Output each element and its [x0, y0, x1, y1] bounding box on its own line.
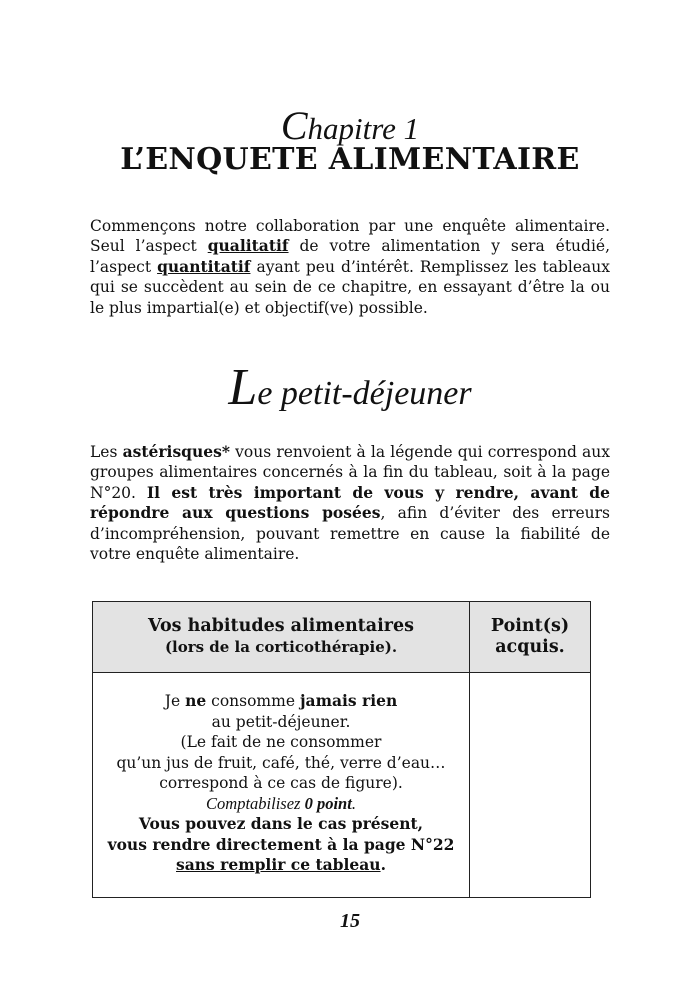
header-habits [93, 602, 470, 673]
section-title-rest: e petit-déjeuner [257, 375, 472, 412]
habit-line-6 [93, 794, 469, 815]
section-title-initial: L [228, 359, 258, 416]
habit-line-1d: jamais rien [299, 691, 398, 710]
habit-line-8: vous rendre directement à la page N°22 [107, 834, 455, 854]
habit-line-1a: Je [164, 692, 186, 710]
page-number: 15 [340, 910, 360, 932]
habit-line-1b: ne [185, 691, 207, 710]
header-points [470, 602, 591, 673]
habit-line-2: au petit-déjeuner. [211, 712, 351, 731]
habit-line-6b: 0 point [304, 793, 352, 813]
habit-line-9 [93, 855, 469, 876]
points-cell[interactable] [470, 673, 591, 898]
habits-table [92, 601, 591, 898]
habit-line-1c: consomme [206, 692, 300, 710]
chapter-label-initial: C [280, 103, 308, 148]
habit-line-6c: . [351, 793, 356, 813]
habit-line-6a: Comptabilisez [206, 793, 305, 813]
intro-text-1: Commençons notre collaboration par une enquête alimentaire. Seul l’aspect [90, 217, 610, 256]
habit-line-1 [93, 691, 469, 712]
legend-paragraph [90, 442, 610, 564]
header-habits-line1: Vos habitudes alimentaires [148, 616, 414, 636]
habit-line-5: correspond à ce cas de figure). [159, 774, 403, 792]
habit-line-9a: sans remplir ce tableau [176, 855, 381, 874]
habit-line-3: (Le fait de ne consommer [180, 733, 382, 751]
habit-line-7: Vous pouvez dans le cas présent, [138, 814, 424, 833]
legend-emphasis-important: Il est très important de vous y rendre, avant de répondre aux questions posées [90, 482, 610, 523]
legend-emphasis-asterisques: astérisques* [122, 442, 230, 461]
chapter-label-rest: hapitre 1 [307, 111, 420, 146]
intro-text-2: de votre alimentation y sera étudié, l’aspect [90, 237, 611, 276]
section-title [0, 358, 700, 417]
header-points-line2: acquis. [495, 637, 565, 657]
legend-text-2: vous renvoient à la légende qui correspond aux groupes alimentaires concernés à la fin du tableau, soit à la page N°20. [90, 443, 610, 502]
header-points-line1: Point(s) [490, 616, 570, 636]
intro-paragraph [90, 216, 610, 318]
intro-emphasis-qualitatif: qualitatif [207, 236, 289, 256]
table-row [93, 673, 591, 898]
header-habits-line2: (lors de la corticothérapie). [164, 638, 398, 656]
legend-text-1: Les [90, 443, 123, 461]
habit-line-9b: . [380, 855, 386, 874]
intro-emphasis-quantitatif: quantitatif [157, 256, 251, 276]
legend-text-3: , afin d’éviter des erreurs d’incompréhension, pouvant remettre en cause la fiabilité de votre enquête alimentaire. [90, 504, 610, 564]
table-header-row [93, 602, 591, 673]
habit-line-4: qu’un jus de fruit, café, thé, verre d’eau… [116, 753, 446, 772]
habit-description-cell [93, 673, 470, 898]
intro-text-3: ayant peu d’intérêt. Remplissez les tableaux qui se succèdent au sein de ce chapitre, en essayant d’être la ou le plus impartial(e) et objectif(ve) possible. [90, 257, 611, 317]
chapter-title: L’ENQUETE ALIMENTAIRE [120, 142, 580, 177]
